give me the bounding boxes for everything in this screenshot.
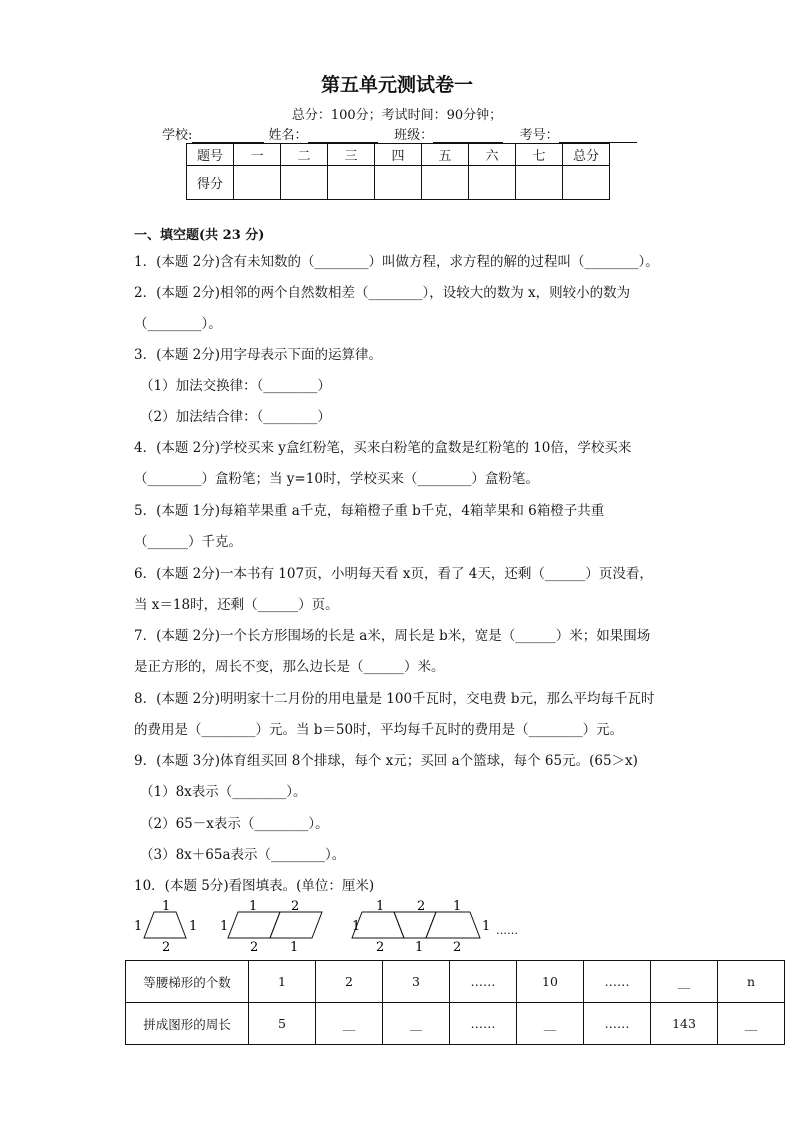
- question-3: 3．(本题 2分)用字母表示下面的运算律。: [134, 347, 383, 363]
- question-4: 4．(本题 2分)学校买来 y盒红粉笔，买来白粉笔的盒数是红粉笔的 10倍，学校买来: [134, 440, 632, 456]
- score-header: 五: [422, 144, 469, 166]
- length-label: 1: [134, 919, 143, 934]
- school-field[interactable]: [192, 128, 264, 143]
- student-info-line: [162, 124, 637, 143]
- ellipsis-text: ……: [496, 924, 518, 937]
- length-label: 1: [376, 899, 385, 914]
- score-header: 总分: [563, 144, 610, 166]
- length-label: 1: [415, 940, 424, 955]
- table-cell[interactable]: __: [517, 1003, 584, 1045]
- trapezoid-shape: [228, 912, 280, 938]
- table-cell[interactable]: __: [383, 1003, 450, 1045]
- length-label: 1: [290, 940, 299, 955]
- score-cell[interactable]: [563, 166, 610, 200]
- table-row-label: 拼成图形的周长: [126, 1003, 249, 1045]
- question-6-cont: 当 x＝18时，还剩（______）页。: [134, 597, 339, 613]
- question-10: 10．(本题 5分)看图填表。(单位：厘米): [134, 878, 375, 894]
- class-field[interactable]: [433, 128, 503, 143]
- table-cell: ……: [584, 961, 651, 1003]
- question-7: 7．(本题 2分)一个长方形围场的长是 a米，周长是 b米，宽是（______）米；如果围场: [134, 628, 651, 644]
- score-cell[interactable]: [375, 166, 422, 200]
- number-field[interactable]: [559, 128, 637, 143]
- score-header: 七: [516, 144, 563, 166]
- table-cell: 5: [249, 1003, 316, 1045]
- question-8-cont: 的费用是（________）元。当 b＝50时，平均每千瓦时的费用是（________）元。: [134, 722, 624, 738]
- score-cell[interactable]: [328, 166, 375, 200]
- score-header: 题号: [187, 144, 234, 166]
- score-header: 六: [469, 144, 516, 166]
- question-9-part-2: （2）65－x表示（________）。: [140, 816, 329, 832]
- perimeter-table: [125, 960, 785, 1045]
- score-row-label: 得分: [187, 166, 234, 200]
- length-label: 2: [417, 899, 426, 914]
- trapezoid-shape: [270, 912, 322, 938]
- question-9-part-3: （3）8x＋65a表示（________）。: [140, 847, 346, 863]
- section-title: 一、填空题(共 23 分): [134, 228, 265, 243]
- table-cell: 10: [517, 961, 584, 1003]
- table-cell: ……: [584, 1003, 651, 1045]
- score-cell[interactable]: [516, 166, 563, 200]
- length-label: 2: [250, 940, 259, 955]
- score-header: 四: [375, 144, 422, 166]
- score-header: 一: [234, 144, 281, 166]
- length-label: 2: [376, 940, 385, 955]
- score-cell[interactable]: [281, 166, 328, 200]
- name-label: 姓名：: [268, 128, 308, 143]
- name-field[interactable]: [308, 128, 378, 143]
- question-3-part-1: （1）加法交换律：（________）: [140, 378, 331, 394]
- question-9-part-1: （1）8x表示（________）。: [140, 784, 307, 800]
- score-header: 三: [328, 144, 375, 166]
- table-cell: 2: [316, 961, 383, 1003]
- class-label: 班级：: [394, 128, 434, 143]
- table-cell: ……: [450, 1003, 517, 1045]
- trapezoid-figure: [130, 898, 530, 960]
- question-3-part-2: （2）加法结合律：（________）: [140, 409, 331, 425]
- score-cell[interactable]: [234, 166, 281, 200]
- table-cell: 1: [249, 961, 316, 1003]
- trapezoid-shape: [394, 912, 436, 938]
- length-label: 1: [220, 919, 229, 934]
- length-label: 1: [482, 919, 491, 934]
- table-row-label: 等腰梯形的个数: [126, 961, 249, 1003]
- length-label: 2: [291, 899, 300, 914]
- score-header: 二: [281, 144, 328, 166]
- length-label: 1: [352, 919, 361, 934]
- question-4-cont: （________）盒粉笔；当 y=10时，学校买来（________）盒粉笔。: [134, 471, 539, 487]
- table-cell: n: [718, 961, 785, 1003]
- exam-subtitle: 总分：100分；考试时间：90分钟；: [291, 108, 503, 123]
- question-6: 6．(本题 2分)一本书有 107页，小明每天看 x页，看了 4天，还剩（______）页没看，: [134, 566, 653, 582]
- school-label: 学校:: [162, 128, 193, 143]
- question-2-cont: （________）。: [134, 316, 222, 332]
- question-1: 1．(本题 2分)含有未知数的（________）叫做方程，求方程的解的过程叫（________）。: [134, 254, 659, 270]
- question-5: 5．(本题 1分)每箱苹果重 a千克，每箱橙子重 b千克，4箱苹果和 6箱橙子共重: [134, 503, 605, 519]
- page-title: 第五单元测试卷一: [320, 74, 473, 96]
- number-label: 考号：: [519, 128, 559, 143]
- length-label: 2: [453, 940, 462, 955]
- score-cell[interactable]: [422, 166, 469, 200]
- trapezoid-shape: [426, 912, 480, 938]
- question-2: 2．(本题 2分)相邻的两个自然数相差（________），设较大的数为 x，则较小的数为: [134, 285, 631, 301]
- length-label: 2: [162, 940, 171, 955]
- question-9: 9．(本题 3分)体育组买回 8个排球，每个 x元；买回 a个篮球，每个 65元。(65＞x): [134, 753, 638, 769]
- question-5-cont: （______）千克。: [134, 534, 242, 550]
- length-label: 1: [249, 899, 258, 914]
- table-cell[interactable]: __: [316, 1003, 383, 1045]
- question-7-cont: 是正方形的，周长不变，那么边长是（______）米。: [134, 659, 445, 675]
- trapezoid-shape: [144, 912, 186, 938]
- table-cell: ……: [450, 961, 517, 1003]
- question-8: 8．(本题 2分)明明家十二月份的用电量是 100千瓦时，交电费 b元，那么平均每千瓦时: [134, 691, 655, 707]
- table-cell: 143: [651, 1003, 718, 1045]
- score-cell[interactable]: [469, 166, 516, 200]
- score-table: [186, 143, 610, 200]
- table-cell[interactable]: __: [651, 961, 718, 1003]
- table-cell[interactable]: __: [718, 1003, 785, 1045]
- table-cell: 3: [383, 961, 450, 1003]
- length-label: 1: [453, 899, 462, 914]
- length-label: 1: [189, 919, 198, 934]
- length-label: 1: [162, 899, 171, 914]
